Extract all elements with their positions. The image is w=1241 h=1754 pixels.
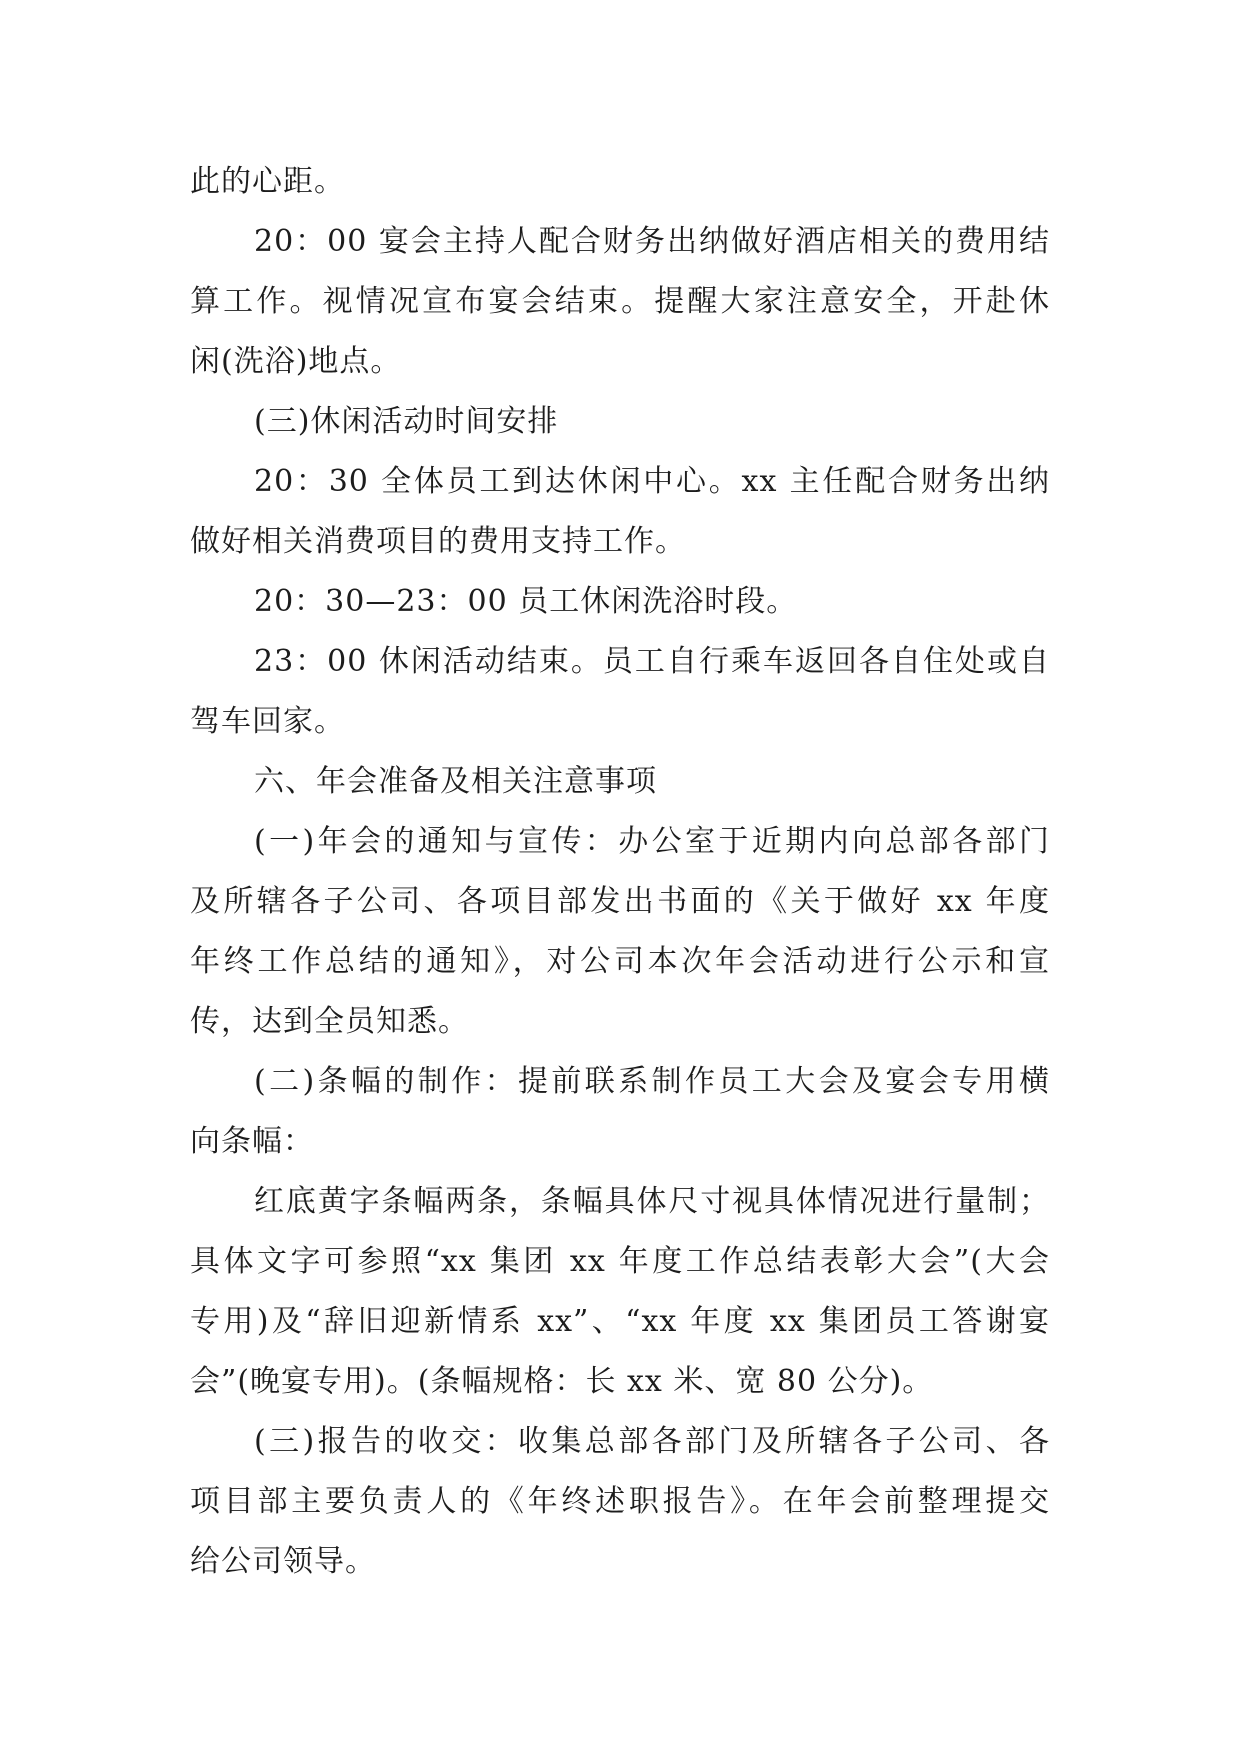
text-line: 项目部主要负责人的《年终述职报告》。在年会前整理提交 [190, 1484, 1050, 1519]
text-line: 做好相关消费项目的费用支持工作。 [190, 524, 686, 559]
text-line: 20：00 宴会主持人配合财务出纳做好酒店相关的费用结 [254, 224, 1050, 259]
text-line: 向条幅： [190, 1124, 314, 1159]
text-line: 驾车回家。 [190, 704, 345, 739]
text-line: 20：30 全体员工到达休闲中心。xx 主任配合财务出纳 [254, 464, 1050, 499]
text-line: 及所辖各子公司、各项目部发出书面的《关于做好 xx 年度 [190, 884, 1050, 919]
text-line: 给公司领导。 [190, 1544, 376, 1579]
text-line: 此的心距。 [190, 164, 345, 199]
text-line: 闲(洗浴)地点。 [190, 344, 402, 379]
text-line: 年终工作总结的通知》，对公司本次年会活动进行公示和宣 [190, 944, 1050, 979]
text-line: 算工作。视情况宣布宴会结束。提醒大家注意安全，开赴休 [190, 284, 1050, 319]
text-line: 专用)及“辞旧迎新情系 xx”、“xx 年度 xx 集团员工答谢宴 [190, 1304, 1050, 1339]
section-heading: 六、年会准备及相关注意事项 [254, 764, 657, 799]
text-line: (三)报告的收交：收集总部各部门及所辖各子公司、各 [254, 1424, 1050, 1459]
text-line: 红底黄字条幅两条，条幅具体尺寸视具体情况进行量制； [254, 1184, 1050, 1219]
text-line: 具体文字可参照“xx 集团 xx 年度工作总结表彰大会”(大会 [190, 1244, 1050, 1279]
section-heading: (三)休闲活动时间安排 [254, 404, 559, 439]
document-body [190, 152, 1050, 1592]
text-line: 23：00 休闲活动结束。员工自行乘车返回各自住处或自 [254, 644, 1050, 679]
text-line: (一)年会的通知与宣传：办公室于近期内向总部各部门 [254, 824, 1050, 859]
text-line: 传，达到全员知悉。 [190, 1004, 469, 1039]
text-line: 会”(晚宴专用)。(条幅规格：长 xx 米、宽 80 公分)。 [190, 1364, 934, 1399]
text-line: (二)条幅的制作：提前联系制作员工大会及宴会专用横 [254, 1064, 1050, 1099]
text-line: 20：30—23：00 员工休闲洗浴时段。 [254, 584, 798, 619]
